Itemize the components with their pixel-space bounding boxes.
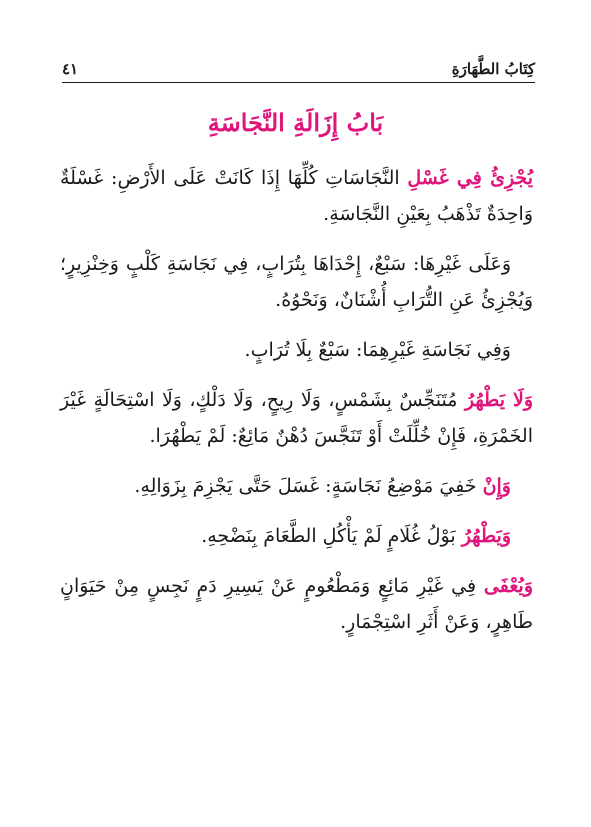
paragraph-lead: وَيَطْهُرُ [461, 525, 511, 547]
paragraph-6 [60, 518, 533, 554]
paragraph-4 [60, 382, 533, 454]
paragraph-text: فِي غَيْرِ مَائِعٍ وَمَطْعُومٍ عَنْ يَسِيرِ دَمٍ نَجِسٍ مِنْ حَيَوَانٍ طَاهِرٍ، وَعَنْ أَثَرِ اسْتِجْمَارٍ. [60, 575, 533, 633]
paragraph-2 [60, 246, 533, 318]
page-header [62, 56, 535, 78]
chapter-title: بَابُ إِزَالَةِ النَّجَاسَةِ [207, 108, 384, 137]
header-divider [62, 82, 535, 83]
running-title: كِتَابُ الطَّهَارَةِ [451, 60, 535, 78]
paragraph-lead: وَلَا يَطْهُرُ [464, 389, 533, 411]
paragraph-5 [60, 468, 533, 504]
page-number: ٤١ [62, 60, 79, 78]
paragraph-text: خَفِيَ مَوْضِعُ نَجَاسَةٍ: غَسَلَ حَتَّى يَجْزِمَ بِزَوَالِهِ. [134, 475, 483, 497]
paragraph-1 [60, 160, 533, 232]
paragraph-text: بَوْلُ غُلَامٍ لَمْ يَأْكُلِ الطَّعَامَ بِنَضْحِهِ. [201, 525, 462, 547]
paragraph-text: مُتَنَجِّسٌ بِشَمْسٍ، وَلَا رِيحٍ، وَلَا دَلْكٍ، وَلَا اسْتِحَالَةٍ غَيْرَ الخَمْرَةِ، فَإِنْ خُلِّلَتْ أَوْ تَنَجَّسَ دُهْنٌ مَائِعٌ: لَمْ يَطْهُرَا. [60, 389, 533, 447]
paragraph-text: النَّجَاسَاتِ كُلِّهَا إِذَا كَانَتْ عَلَى الأَرْضِ: غَسْلَةٌ وَاحِدَةٌ تَذْهَبُ بِعَيْنِ النَّجَاسَةِ. [60, 167, 533, 225]
paragraph-7 [60, 568, 533, 640]
paragraph-3 [60, 332, 533, 368]
paragraph-text: وَعَلَى غَيْرِهَا: سَبْعٌ، إِحْدَاهَا بِتُرَابٍ، فِي نَجَاسَةِ كَلْبٍ وَخِنْزِيرٍ؛ وَيُجْزِئُ عَنِ التُّرَابِ أُشْنَانٌ، وَنَحْوُهُ. [60, 253, 533, 311]
paragraph-text: وَفِي نَجَاسَةِ غَيْرِهِمَا: سَبْعٌ بِلَا تُرَابٍ. [244, 339, 511, 361]
paragraph-lead: وَيُعْفَى [483, 575, 533, 597]
body-text [60, 160, 533, 654]
paragraph-lead: وَإِنْ [482, 475, 511, 497]
paragraph-lead: يُجْزِئُ فِي غَسْلِ [407, 167, 533, 189]
